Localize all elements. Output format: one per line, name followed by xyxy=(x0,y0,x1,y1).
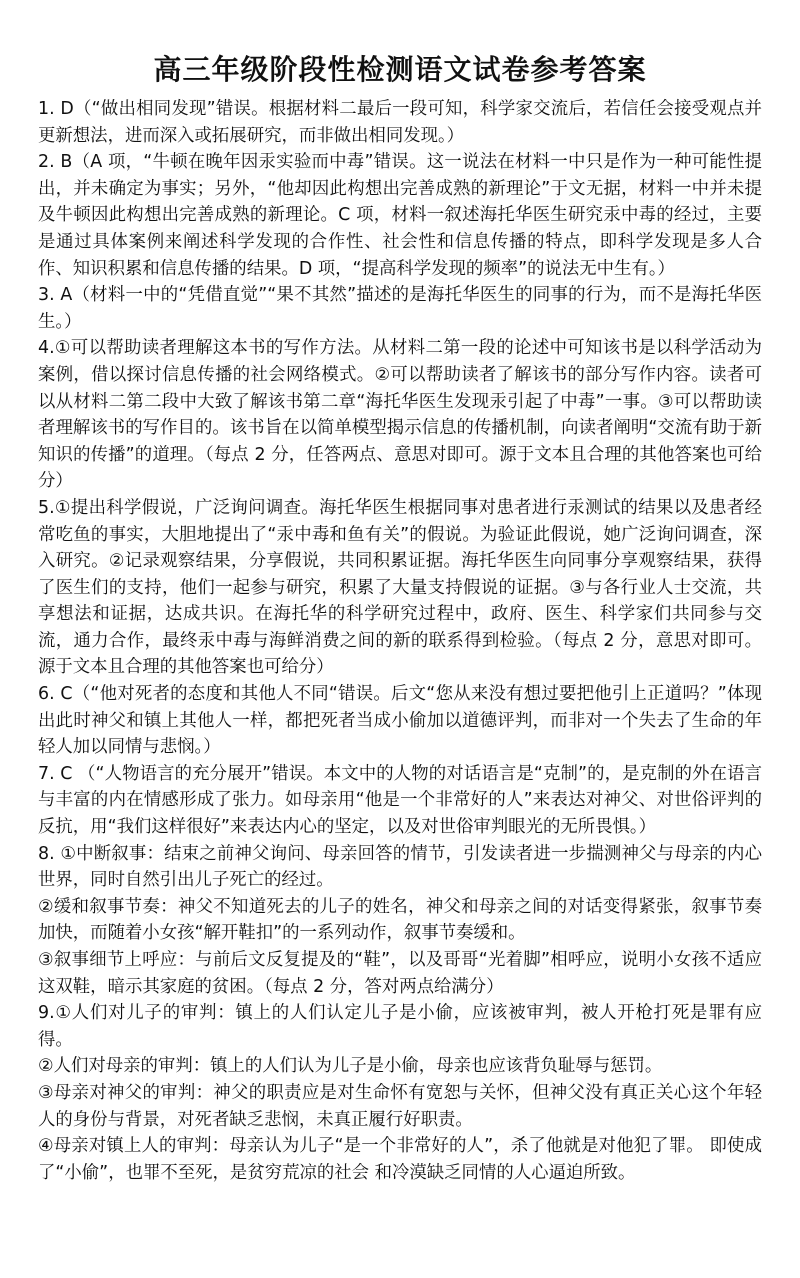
answer-9-point-1: 9.①人们对儿子的审判：镇上的人们认定儿子是小偷，应该被审判，被人开枪打死是罪有应得。 xyxy=(38,1003,762,1050)
answer-6: 6. C（“他对死者的态度和其他人不同“错误。后文“您从来没有想过要把他引上正道吗？”体现出此时神父和镇上其他人一样，都把死者当成小偷加以道德评判，而非对一个失去了生命的年轻人加以同情与悲悯。） xyxy=(38,684,762,758)
page-title: 高三年级阶段性检测语文试卷参考答案 xyxy=(153,53,647,86)
answer-2: 2. B（A 项，“牛顿在晚年因汞实验而中毒”错误。这一说法在材料一中只是作为一种可能性提出，并未确定为事实；另外，“他却因此构想出完善成熟的新理论”于文无据，材料一中并未提及牛顿因此构想出完善成熟的新理论。C 项，材料一叙述海托华医生研究汞中毒的经过，主要是通过具体案例来阐述科学发现的合作性、社会性和信息传播的特点，即科学发现是多人合作、知识积累和信息传播的结果。D 项，“提高科学发现的频率”的说法无中生有。） xyxy=(38,152,762,279)
answer-5: 5.①提出科学假说，广泛询问调查。海托华医生根据同事对患者进行汞测试的结果以及患者经常吃鱼的事实，大胆地提出了“汞中毒和鱼有关”的假说。为验证此假说，她广泛询问调查，深入研究。②记录观察结果，分享假说，共同积累证据。海托华医生向同事分享观察结果，获得了医生们的支持，他们一起参与研究，积累了大量支持假说的证据。③与各行业人士交流，共享想法和证据，达成共识。在海托华的科学研究过程中，政府、医生、科学家们共同参与交流，通力合作，最终汞中毒与海鲜消费之间的新的联系得到检验。（每点 2 分，意思对即可。源于文本且合理的其他答案也可给分） xyxy=(38,497,762,678)
answer-9-point-4: ④母亲对镇上人的审判：母亲认为儿子“是一个非常好的人”，杀了他就是对他犯了罪。 即使成了“小偷”，也罪不至死，是贫穷荒凉的社会 和冷漠缺乏同情的人心逼迫所致。 xyxy=(38,1136,762,1183)
answer-7: 7. C （“人物语言的充分展开”错误。本文中的人物的对话语言是“克制”的，是克制的外在语言与丰富的内在情感形成了张力。如母亲用“他是一个非常好的人”来表达对神父、对世俗评判的反抗，用“我们这样很好”来表达内心的坚定，以及对世俗审判眼光的无所畏惧。） xyxy=(38,763,762,838)
answer-3: 3. A（材料一中的“凭借直觉”“果不其然”描述的是海托华医生的同事的行为，而不是海托华医生。） xyxy=(38,285,762,332)
answer-9-point-2: ②人们对母亲的审判：镇上的人们认为儿子是小偷，母亲也应该背负耻辱与惩罚。 xyxy=(38,1056,663,1077)
answer-9-point-3: ③母亲对神父的审判：神父的职责应是对生命怀有宽恕与关怀，但神父没有真正关心这个年轻人的身份与背景，对死者缺乏悲悯，未真正履行好职责。 xyxy=(38,1082,762,1130)
answer-list xyxy=(38,96,762,1186)
answer-4: 4.①可以帮助读者理解这本书的写作方法。从材料二第一段的论述中可知该书是以科学活动为案例，借以探讨信息传播的社会网络模式。②可以帮助读者了解该书的部分写作内容。读者可以从材料二第二段中大致了解该书第二章“海托华医生发现汞引起了中毒”一事。③可以帮助读者理解该书的写作目的。该书旨在以简单模型揭示信息的传播机制，向读者阐明“交流有助于新知识的传播”的道理。（每点 2 分，任答两点、意思对即可。源于文本且合理的其他答案也可给分） xyxy=(38,338,762,492)
answer-8-point-1: 8. ①中断叙事：结束之前神父询问、母亲回答的情节，引发读者进一步揣测神父与母亲的内心世界，同时自然引出儿子死亡的经过。 xyxy=(38,843,762,891)
answer-8-point-3: ③叙事细节上呼应：与前后文反复提及的“鞋”，以及哥哥“光着脚”相呼应，说明小女孩不适应这双鞋，暗示其家庭的贫困。（每点 2 分，答对两点给满分） xyxy=(38,950,762,997)
answer-1: 1. D（“做出相同发现”错误。根据材料二最后一段可知，科学家交流后，若信任会接受观点并更新想法，进而深入或拓展研究，而非做出相同发现。） xyxy=(38,99,762,146)
answer-8-point-2: ②缓和叙事节奏：神父不知道死去的儿子的姓名，神父和母亲之间的对话变得紧张，叙事节奏加快，而随着小女孩“解开鞋扣”的一系列动作，叙事节奏缓和。 xyxy=(38,896,762,944)
